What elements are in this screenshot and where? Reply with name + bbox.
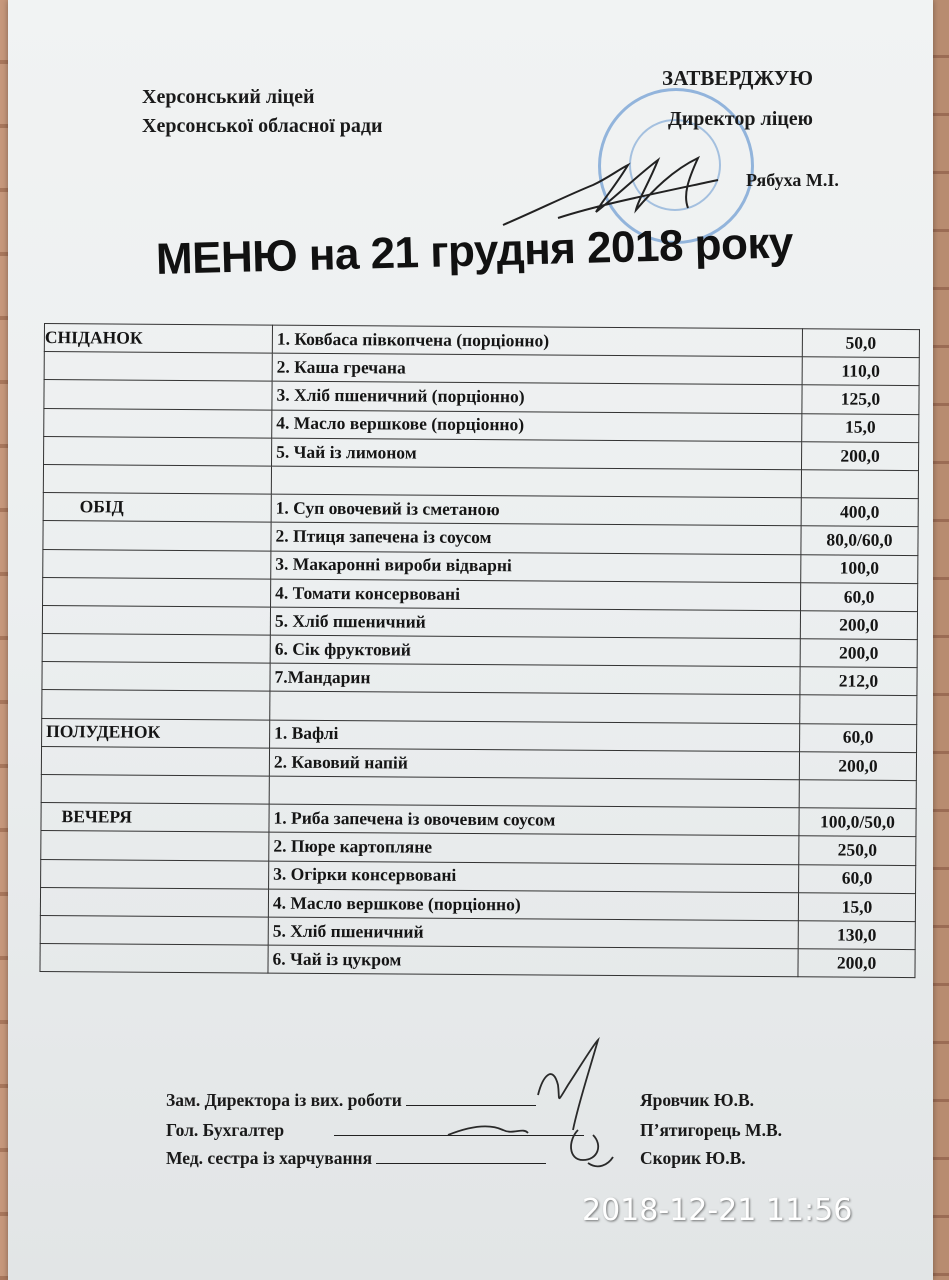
meal-name [44,436,272,466]
dish-name: 6. Чай із цукром [268,945,798,977]
org-name-line1: Херсонський ліцей [142,86,315,108]
signatory-role: Гол. Бухгалтер [166,1120,285,1140]
signatory-role: Зам. Директора із вих. роботи [166,1090,402,1110]
meal-name [42,605,270,635]
signatory-role: Мед. сестра із харчування [166,1148,373,1168]
director-title: Директор ліцею [668,108,813,130]
dish-name: 2. Каша гречана [272,353,802,385]
dish-amount: 60,0 [801,582,918,611]
meal-name [40,944,268,974]
dish-amount: 15,0 [798,893,915,922]
dish-name [269,776,799,808]
dish-name: 4. Масло вершкове (порціонно) [272,410,802,442]
dish-amount: 100,0/50,0 [799,808,916,837]
meal-name [41,831,269,861]
meal-name: ПОЛУДЕНОК [42,718,270,748]
dish-amount: 60,0 [799,864,916,893]
dish-amount: 200,0 [798,949,915,978]
dish-name: 3. Макаронні вироби відварні [271,551,801,583]
dish-name: 4. Томати консервовані [271,579,801,611]
dish-amount: 100,0 [801,554,918,583]
photo-timestamp: 2018-12-21 11:56 [582,1193,853,1228]
dish-name: 1. Вафлі [270,720,800,752]
dish-name: 4. Масло вершкове (порціонно) [268,889,798,921]
meal-name: ВЕЧЕРЯ [41,803,269,833]
dish-amount: 15,0 [802,413,919,442]
dish-amount: 50,0 [802,329,919,358]
footer-signatures [428,1035,638,1180]
signatory-name: Скорик Ю.В. [640,1148,746,1168]
dish-name: 5. Хліб пшеничний [270,607,800,639]
dish-name: 2. Кавовий напій [269,748,799,780]
meal-name [43,549,271,579]
menu-table [39,323,920,978]
meal-name [42,690,270,720]
dish-amount: 200,0 [799,752,916,781]
dish-name: 2. Пюре картопляне [269,832,799,864]
dish-amount: 125,0 [802,385,919,414]
dish-name: 1. Ковбаса півкопчена (порціонно) [272,325,802,357]
meal-name [42,662,270,692]
dish-name: 1. Риба запечена із овочевим соусом [269,804,799,836]
meal-name [44,408,272,438]
dish-amount: 200,0 [800,639,917,668]
dish-amount: 400,0 [801,498,918,527]
meal-name [41,774,269,804]
dish-amount: 110,0 [802,357,919,386]
meal-name [42,634,270,664]
signatory-name: П’ятигорець М.В. [640,1120,782,1140]
menu-row [40,944,915,978]
director-name: Рябуха М.І. [746,170,839,190]
org-name-line2: Херсонської обласної ради [142,115,383,137]
meal-name [40,915,268,945]
dish-amount: 200,0 [801,442,918,471]
approval-heading: ЗАТВЕРДЖУЮ [662,66,813,90]
dish-name [271,466,801,498]
page-title: МЕНЮ на 21 грудня 2018 року [155,218,794,284]
meal-name: ОБІД [43,493,271,523]
dish-name: 6. Сік фруктовий [270,635,800,667]
menu-table-body [40,324,920,978]
menu-sheet [8,0,933,1280]
dish-amount [801,470,918,499]
meal-name [43,577,271,607]
signatory-name: Яровчик Ю.В. [640,1090,755,1110]
dish-amount: 250,0 [799,836,916,865]
meal-name [44,380,272,410]
dish-name [270,692,800,724]
dish-amount: 200,0 [800,611,917,640]
meal-name [41,746,269,776]
dish-name: 2. Птиця запечена із соусом [271,522,801,554]
meal-name [40,887,268,917]
dish-name: 5. Чай із лимоном [272,438,802,470]
dish-name: 5. Хліб пшеничний [268,917,798,949]
dish-amount: 130,0 [798,921,915,950]
dish-amount: 60,0 [800,723,917,752]
meal-name [41,859,269,889]
meal-name [43,521,271,551]
dish-amount [800,695,917,724]
meal-name [44,352,272,382]
dish-name: 1. Суп овочевий із сметаною [271,494,801,526]
meal-name: СНІДАНОК [44,324,272,354]
dish-name: 7.Мандарин [270,663,800,695]
dish-amount: 80,0/60,0 [801,526,918,555]
dish-name: 3. Хліб пшеничний (порціонно) [272,381,802,413]
meal-name [43,464,271,494]
dish-amount: 212,0 [800,667,917,696]
dish-amount [799,780,916,809]
dish-name: 3. Огірки консервовані [269,861,799,893]
